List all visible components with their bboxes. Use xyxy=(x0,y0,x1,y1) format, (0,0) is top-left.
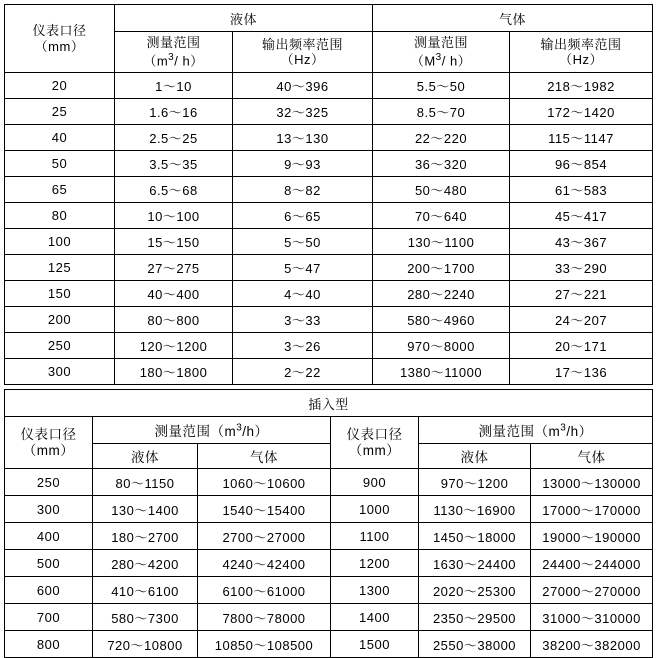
header-liquid-range-unit: （$m^3/$ h） xyxy=(143,52,204,69)
table-row xyxy=(5,203,653,229)
cell-left-gas: 1060～10600 xyxy=(198,469,331,496)
cell-liquid-freq: 3～26 xyxy=(233,333,373,359)
table-row xyxy=(5,177,653,203)
cell-right-gas: 31000～310000 xyxy=(531,604,653,631)
cell-right-gas: 38200～382000 xyxy=(531,631,653,658)
header-gas-range-unit: （$M^3/$ h） xyxy=(410,52,472,69)
section-title-row xyxy=(5,390,653,417)
cell-liquid-range: 27～275 xyxy=(115,255,233,281)
cell-gas-freq: 17～136 xyxy=(510,359,653,385)
cell-gas-range: 50～480 xyxy=(373,177,510,203)
cell-liquid-freq: 6～65 xyxy=(233,203,373,229)
cell-right-gas: 27000～270000 xyxy=(531,577,653,604)
table-row xyxy=(5,307,653,333)
cell-gas-freq: 115～1147 xyxy=(510,125,653,151)
cell-liquid-range: 1.6～16 xyxy=(115,99,233,125)
cell-gas-range: 200～1700 xyxy=(373,255,510,281)
cell-diameter-left: 250 xyxy=(5,469,93,496)
cell-liquid-range: 180～1800 xyxy=(115,359,233,385)
cell-diameter: 65 xyxy=(5,177,115,203)
header-diameter-left-unit: （mm） xyxy=(22,442,75,458)
cell-left-liquid: 580～7300 xyxy=(93,604,198,631)
header-gas: 气体 xyxy=(373,5,653,32)
cell-liquid-range: 3.5～35 xyxy=(115,151,233,177)
cell-liquid-freq: 3～33 xyxy=(233,307,373,333)
cell-diameter-left: 700 xyxy=(5,604,93,631)
cell-diameter-right: 900 xyxy=(331,469,419,496)
cell-right-liquid: 1630～24400 xyxy=(419,550,531,577)
cell-liquid-freq: 5～47 xyxy=(233,255,373,281)
cell-gas-range: 280～2240 xyxy=(373,281,510,307)
header-gas-range xyxy=(373,32,510,73)
table-row xyxy=(5,125,653,151)
cell-left-liquid: 180～2700 xyxy=(93,523,198,550)
header-gas-range-label: 测量范围 xyxy=(414,35,469,51)
cell-gas-freq: 33～290 xyxy=(510,255,653,281)
cell-liquid-range: 2.5～25 xyxy=(115,125,233,151)
table-row xyxy=(5,229,653,255)
cell-right-liquid: 2350～29500 xyxy=(419,604,531,631)
cell-liquid-freq: 4～40 xyxy=(233,281,373,307)
cell-gas-freq: 96～854 xyxy=(510,151,653,177)
cell-diameter: 250 xyxy=(5,333,115,359)
table-row xyxy=(5,99,653,125)
header-diameter xyxy=(5,5,115,73)
cell-left-gas: 7800～78000 xyxy=(198,604,331,631)
flow-range-table-insertion xyxy=(4,389,653,658)
table-row xyxy=(5,151,653,177)
table-row xyxy=(5,577,653,604)
cell-left-gas: 6100～61000 xyxy=(198,577,331,604)
cell-diameter: 300 xyxy=(5,359,115,385)
cell-diameter: 100 xyxy=(5,229,115,255)
cell-gas-range: 36～320 xyxy=(373,151,510,177)
cell-diameter: 25 xyxy=(5,99,115,125)
flow-range-table-flanged xyxy=(4,4,653,385)
cell-diameter: 150 xyxy=(5,281,115,307)
cell-liquid-range: 80～800 xyxy=(115,307,233,333)
cell-gas-range: 70～640 xyxy=(373,203,510,229)
cell-liquid-freq: 32～325 xyxy=(233,99,373,125)
cell-diameter-left: 800 xyxy=(5,631,93,658)
cell-gas-range: 8.5～70 xyxy=(373,99,510,125)
cell-liquid-freq: 9～93 xyxy=(233,151,373,177)
cell-gas-range: 1380～11000 xyxy=(373,359,510,385)
cell-diameter-right: 1400 xyxy=(331,604,419,631)
cell-left-gas: 2700～27000 xyxy=(198,523,331,550)
cell-right-liquid: 1130～16900 xyxy=(419,496,531,523)
cell-liquid-range: 15～150 xyxy=(115,229,233,255)
cell-diameter: 40 xyxy=(5,125,115,151)
cell-right-gas: 24400～244000 xyxy=(531,550,653,577)
cell-left-liquid: 720～10800 xyxy=(93,631,198,658)
cell-gas-freq: 172～1420 xyxy=(510,99,653,125)
header-liquid-range xyxy=(115,32,233,73)
header-diameter-left-label: 仪表口径 xyxy=(20,426,77,442)
cell-gas-freq: 20～171 xyxy=(510,333,653,359)
table-row xyxy=(5,281,653,307)
cell-gas-range: 580～4960 xyxy=(373,307,510,333)
table1-header-row-1 xyxy=(5,5,653,32)
cell-gas-freq: 24～207 xyxy=(510,307,653,333)
section-title: 插入型 xyxy=(5,390,653,417)
cell-diameter-right: 1200 xyxy=(331,550,419,577)
table2-header-row-2 xyxy=(5,444,653,469)
cell-diameter: 200 xyxy=(5,307,115,333)
cell-right-gas: 17000～170000 xyxy=(531,496,653,523)
cell-diameter-left: 300 xyxy=(5,496,93,523)
cell-diameter-left: 600 xyxy=(5,577,93,604)
header-liquid-freq xyxy=(233,32,373,73)
cell-left-gas: 10850～108500 xyxy=(198,631,331,658)
table-row xyxy=(5,469,653,496)
cell-diameter-left: 500 xyxy=(5,550,93,577)
cell-liquid-range: 10～100 xyxy=(115,203,233,229)
cell-right-liquid: 1450～18000 xyxy=(419,523,531,550)
table-row xyxy=(5,333,653,359)
cell-right-liquid: 2550～38000 xyxy=(419,631,531,658)
header-left-liquid: 液体 xyxy=(93,444,198,469)
header-diameter-right-unit: （mm） xyxy=(348,442,401,458)
header-liquid: 液体 xyxy=(115,5,373,32)
header-diameter-unit: （mm） xyxy=(34,38,85,54)
header-right-liquid: 液体 xyxy=(419,444,531,469)
cell-diameter: 20 xyxy=(5,73,115,99)
cell-left-liquid: 130～1400 xyxy=(93,496,198,523)
cell-liquid-freq: 13～130 xyxy=(233,125,373,151)
table-row xyxy=(5,550,653,577)
cell-diameter-right: 1500 xyxy=(331,631,419,658)
cell-right-liquid: 2020～25300 xyxy=(419,577,531,604)
header-left-gas: 气体 xyxy=(198,444,331,469)
table-row xyxy=(5,359,653,385)
cell-gas-range: 970～8000 xyxy=(373,333,510,359)
cell-right-liquid: 970～1200 xyxy=(419,469,531,496)
header-range-right: 测量范围$(m^3/h)$ xyxy=(419,417,653,444)
header-right-gas: 气体 xyxy=(531,444,653,469)
table2-header-row-1 xyxy=(5,417,653,444)
cell-diameter-right: 1100 xyxy=(331,523,419,550)
cell-diameter: 125 xyxy=(5,255,115,281)
header-diameter-right xyxy=(331,417,419,469)
cell-gas-freq: 43～367 xyxy=(510,229,653,255)
cell-gas-range: 130～1100 xyxy=(373,229,510,255)
header-range-left: 测量范围$(m^3/h)$ xyxy=(93,417,331,444)
cell-liquid-range: 40～400 xyxy=(115,281,233,307)
header-diameter-label: 仪表口径 xyxy=(32,22,87,38)
table-row xyxy=(5,496,653,523)
cell-diameter: 50 xyxy=(5,151,115,177)
cell-diameter: 80 xyxy=(5,203,115,229)
table-row xyxy=(5,255,653,281)
header-liquid-freq-label: 输出频率范围 xyxy=(262,37,344,52)
cell-liquid-freq: 5～50 xyxy=(233,229,373,255)
table-row xyxy=(5,523,653,550)
table-row xyxy=(5,73,653,99)
header-gas-freq-label: 输出频率范围 xyxy=(540,37,622,52)
header-gas-freq-unit: （Hz） xyxy=(559,52,603,67)
cell-gas-freq: 218～1982 xyxy=(510,73,653,99)
cell-right-gas: 13000～130000 xyxy=(531,469,653,496)
cell-left-liquid: 410～6100 xyxy=(93,577,198,604)
cell-diameter-left: 400 xyxy=(5,523,93,550)
cell-left-gas: 1540～15400 xyxy=(198,496,331,523)
cell-right-gas: 19000～190000 xyxy=(531,523,653,550)
header-gas-freq xyxy=(510,32,653,73)
cell-gas-range: 5.5～50 xyxy=(373,73,510,99)
header-diameter-left xyxy=(5,417,93,469)
cell-left-liquid: 280～4200 xyxy=(93,550,198,577)
cell-gas-freq: 27～221 xyxy=(510,281,653,307)
cell-liquid-freq: 40～396 xyxy=(233,73,373,99)
cell-left-liquid: 80～1150 xyxy=(93,469,198,496)
header-liquid-freq-unit: （Hz） xyxy=(280,52,325,67)
cell-gas-freq: 61～583 xyxy=(510,177,653,203)
cell-diameter-right: 1300 xyxy=(331,577,419,604)
cell-gas-freq: 45～417 xyxy=(510,203,653,229)
cell-liquid-range: 6.5～68 xyxy=(115,177,233,203)
cell-liquid-freq: 8～82 xyxy=(233,177,373,203)
cell-liquid-range: 1～10 xyxy=(115,73,233,99)
header-liquid-range-label: 测量范围 xyxy=(146,35,201,51)
cell-liquid-freq: 2～22 xyxy=(233,359,373,385)
header-diameter-right-label: 仪表口径 xyxy=(346,426,403,442)
cell-left-gas: 4240～42400 xyxy=(198,550,331,577)
cell-gas-range: 22～220 xyxy=(373,125,510,151)
cell-liquid-range: 120～1200 xyxy=(115,333,233,359)
cell-diameter-right: 1000 xyxy=(331,496,419,523)
table-row xyxy=(5,604,653,631)
